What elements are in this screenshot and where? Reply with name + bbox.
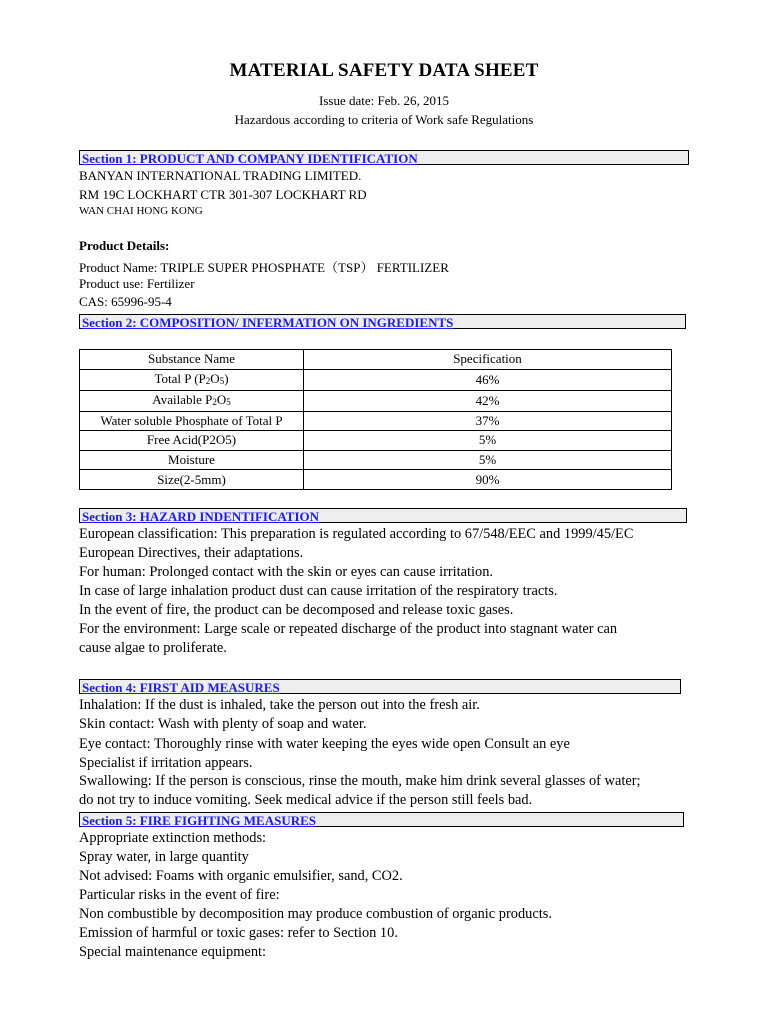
company-name: BANYAN INTERNATIONAL TRADING LIMITED. [79,168,362,183]
table-row [80,369,672,390]
section-4-heading [79,679,681,694]
table-row [80,411,672,431]
table-row [80,390,672,411]
section-4-line: Swallowing: If the person is conscious, rinse the mouth, make him drink several glasses of water; [79,773,641,789]
spec-cell: 5% [304,431,672,451]
section-3-line: For the environment: Large scale or repeated discharge of the product into stagnant water can [79,621,618,637]
section-5-heading [79,812,684,827]
table-row [80,470,672,490]
section-3-line: cause algae to proliferate. [79,640,227,656]
section-2-heading [79,314,686,329]
section-5-line: Spray water, in large quantity [79,849,249,865]
section-3-line: For human: Prolonged contact with the skin or eyes can cause irritation. [79,564,494,580]
substance-cell: Size(2-5mm) [80,470,304,490]
section-5-line: Non combustible by decomposition may produce combustion of organic products. [79,906,552,922]
document-title: MATERIAL SAFETY DATA SHEET [229,60,539,81]
section-4-line: do not try to induce vomiting. Seek medical advice if the person still feels bad. [79,792,533,808]
spec-cell: 37% [304,411,672,431]
section-4-heading-text: Section 4: FIRST AID MEASURES [82,680,280,695]
section-5-line: Not advised: Foams with organic emulsifier, sand, CO2. [79,868,403,884]
section-3-heading-text: Section 3: HAZARD INDENTIFICATION [82,509,320,524]
substance-cell: Free Acid(P2O5) [80,431,304,451]
substance-cell: Water soluble Phosphate of Total P [80,411,304,431]
header-specification: Specification [304,350,672,370]
section-2-heading-text: Section 2: COMPOSITION/ INFERMATION ON INGREDIENTS [82,315,454,330]
section-5-line: Emission of harmful or toxic gases: refer to Section 10. [79,925,398,941]
section-5-line: Appropriate extinction methods: [79,830,267,846]
table-row [80,450,672,470]
section-1-heading [79,150,689,165]
hazard-note: Hazardous according to criteria of Work safe Regulations [234,112,534,127]
section-3-line: European classification: This preparation is regulated according to 67/548/EEC and 1999/45/EC [79,526,634,542]
product-use: Product use: Fertilizer [79,276,195,291]
section-3-line: In case of large inhalation product dust can cause irritation of the respiratory tracts. [79,583,558,599]
spec-cell: 90% [304,470,672,490]
section-3-line: In the event of fire, the product can be decomposed and release toxic gases. [79,602,514,618]
product-details-heading: Product Details: [79,238,170,253]
section-3-line: European Directives, their adaptations. [79,545,304,561]
section-4-line: Eye contact: Thoroughly rinse with water keeping the eyes wide open Consult an eye [79,736,570,752]
substance-cell: Available $P_2O_5$ [80,390,304,411]
substance-cell: Total P $(P_2O_5)$ [80,369,304,390]
company-address-1: RM 19C LOCKHART CTR 301-307 LOCKHART RD [79,187,367,202]
company-address-2: WAN CHAI HONG KONG [79,205,203,217]
section-5-line: Particular risks in the event of fire: [79,887,280,903]
section-1-heading-text: Section 1: PRODUCT AND COMPANY IDENTIFICATION [82,151,418,166]
table-row [80,431,672,451]
section-4-line: Specialist if irritation appears. [79,755,253,771]
spec-cell: 46% [304,369,672,390]
product-cas: CAS: 65996-95-4 [79,294,172,309]
substance-cell: Moisture [80,450,304,470]
table-header-row [80,350,672,370]
section-3-heading [79,508,687,523]
spec-cell: 42% [304,390,672,411]
section-4-line: Skin contact: Wash with plenty of soap and water. [79,716,367,732]
section-5-heading-text: Section 5: FIRE FIGHTING MEASURES [82,813,317,828]
spec-cell: 5% [304,450,672,470]
section-5-line: Special maintenance equipment: [79,944,267,960]
section-4-line: Inhalation: If the dust is inhaled, take the person out into the fresh air. [79,697,480,713]
product-name: Product Name: TRIPLE SUPER PHOSPHATE（TSP） FERTILIZER [79,260,449,275]
header-substance-name: Substance Name [80,350,304,370]
issue-date: Issue date: Feb. 26, 2015 [319,93,449,108]
composition-table [79,349,672,490]
